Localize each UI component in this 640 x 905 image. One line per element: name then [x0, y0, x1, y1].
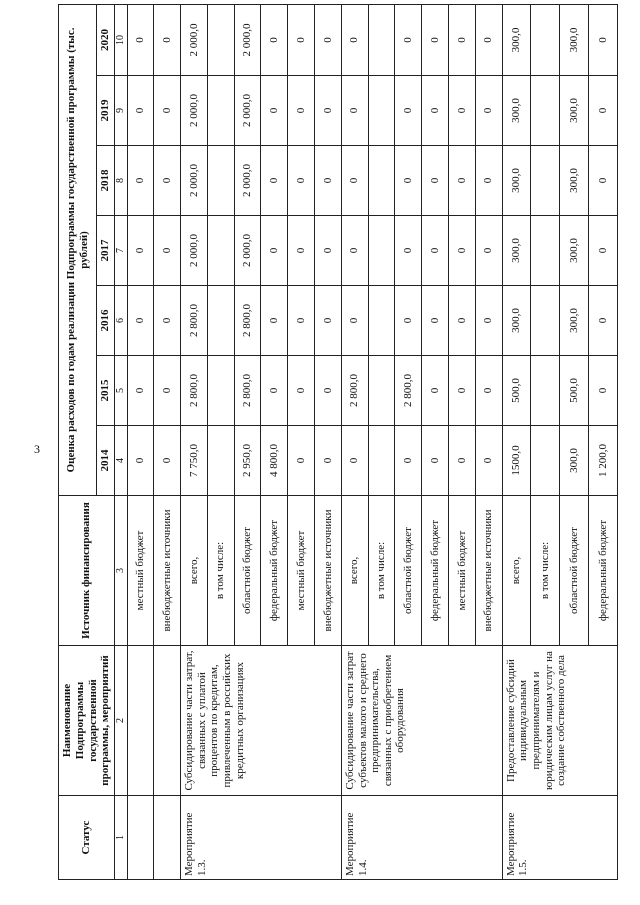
value-cell: 0: [127, 286, 154, 356]
value-cell: 0: [449, 76, 476, 146]
header-estimate: Оценка расходов по годам реализации Подпрограммы государственной программы (тыс. рублей): [59, 4, 97, 495]
source-cell: в том числе:: [207, 496, 234, 646]
value-cell: 0: [475, 426, 502, 496]
value-cell: 0: [288, 426, 315, 496]
value-cell: 0: [341, 286, 368, 356]
table-row: [341, 4, 368, 879]
value-cell: 0: [127, 146, 154, 216]
header-source: Источник финансирования: [59, 496, 115, 646]
value-cell: 2 800,0: [234, 286, 261, 356]
source-cell: всего,: [502, 496, 531, 646]
value-cell: 0: [288, 4, 315, 75]
source-cell: областной бюджет: [234, 496, 261, 646]
value-cell: 0: [341, 4, 368, 75]
value-cell: 0: [449, 216, 476, 286]
value-cell: 0: [395, 426, 422, 496]
table-row: [181, 4, 208, 879]
value-cell: 0: [261, 216, 288, 286]
year-header: 2020: [97, 4, 115, 75]
table-row: [127, 4, 154, 879]
source-cell: федеральный бюджет: [261, 496, 288, 646]
value-cell: 0: [589, 76, 618, 146]
value-cell: 300,0: [502, 216, 531, 286]
value-cell: 0: [449, 286, 476, 356]
value-cell: [531, 426, 560, 496]
value-cell: 0: [449, 146, 476, 216]
value-cell: [368, 356, 395, 426]
value-cell: 0: [315, 4, 342, 75]
value-cell: [207, 4, 234, 75]
value-cell: [368, 216, 395, 286]
value-cell: [207, 216, 234, 286]
value-cell: 0: [154, 4, 181, 75]
value-cell: 2 000,0: [181, 4, 208, 75]
budget-table: [58, 4, 618, 880]
value-cell: 0: [341, 216, 368, 286]
value-cell: 2 800,0: [234, 356, 261, 426]
value-cell: [207, 356, 234, 426]
status-cell: Мероприятие 1.3.: [181, 796, 342, 880]
value-cell: 0: [154, 216, 181, 286]
value-cell: 0: [341, 146, 368, 216]
value-cell: 0: [475, 146, 502, 216]
value-cell: 500,0: [560, 356, 589, 426]
value-cell: 2 800,0: [181, 356, 208, 426]
value-cell: [368, 4, 395, 75]
name-cell: Субсидирование части затрат, связанных с уплатой процентов по кредитам, привлеченным в российских кредитных организациях: [181, 646, 342, 796]
value-cell: 300,0: [502, 146, 531, 216]
value-cell: 0: [288, 356, 315, 426]
value-cell: 0: [475, 286, 502, 356]
value-cell: 0: [422, 4, 449, 75]
name-cell: Предоставление субсидий индивидуальным предпринимателям и юридическим лицам услуг на создание собственного дела: [502, 646, 617, 796]
year-header: 2015: [97, 356, 115, 426]
year-header: 2018: [97, 146, 115, 216]
source-cell: местный бюджет: [127, 496, 154, 646]
value-cell: [531, 286, 560, 356]
value-cell: 0: [395, 4, 422, 75]
value-cell: 0: [395, 76, 422, 146]
value-cell: 7 750,0: [181, 426, 208, 496]
value-cell: 0: [127, 76, 154, 146]
name-cell: Субсидирование части затрат субъектов малого и среднего предпринимательства, связанных с приобретением оборудования: [341, 646, 502, 796]
source-cell: местный бюджет: [449, 496, 476, 646]
value-cell: 0: [127, 4, 154, 75]
value-cell: 0: [422, 426, 449, 496]
value-cell: 0: [261, 286, 288, 356]
value-cell: [368, 146, 395, 216]
value-cell: 0: [475, 76, 502, 146]
value-cell: [531, 216, 560, 286]
status-cell: Мероприятие 1.4.: [341, 796, 502, 880]
value-cell: [207, 76, 234, 146]
value-cell: 0: [315, 286, 342, 356]
value-cell: 0: [589, 4, 618, 75]
value-cell: 500,0: [502, 356, 531, 426]
value-cell: 0: [395, 146, 422, 216]
value-cell: 2 000,0: [181, 76, 208, 146]
name-cell: [127, 646, 154, 796]
value-cell: 2 000,0: [181, 146, 208, 216]
column-number: 8: [115, 146, 128, 216]
value-cell: 4 800,0: [261, 426, 288, 496]
value-cell: 2 000,0: [234, 216, 261, 286]
value-cell: 2 800,0: [181, 286, 208, 356]
value-cell: 0: [288, 216, 315, 286]
source-cell: областной бюджет: [395, 496, 422, 646]
rotated-table-container: [58, 5, 618, 880]
value-cell: 0: [288, 146, 315, 216]
value-cell: 300,0: [502, 286, 531, 356]
column-number: 10: [115, 4, 128, 75]
value-cell: [368, 426, 395, 496]
year-header: 2019: [97, 76, 115, 146]
source-cell: областной бюджет: [560, 496, 589, 646]
source-cell: всего,: [181, 496, 208, 646]
value-cell: 300,0: [502, 76, 531, 146]
value-cell: 0: [422, 216, 449, 286]
value-cell: 0: [315, 146, 342, 216]
source-cell: в том числе:: [531, 496, 560, 646]
value-cell: [207, 426, 234, 496]
value-cell: 0: [395, 286, 422, 356]
value-cell: 0: [154, 146, 181, 216]
value-cell: [368, 286, 395, 356]
value-cell: 0: [589, 356, 618, 426]
year-header: 2014: [97, 426, 115, 496]
value-cell: 0: [589, 216, 618, 286]
value-cell: 0: [449, 4, 476, 75]
column-number: 2: [115, 646, 128, 796]
page-number: 3: [34, 442, 40, 456]
value-cell: [531, 146, 560, 216]
source-cell: внебюджетные источники: [315, 496, 342, 646]
value-cell: 0: [127, 216, 154, 286]
header-name: Наименование Подпрограммы государственной программы, мероприятий: [59, 646, 115, 796]
value-cell: 0: [261, 76, 288, 146]
name-cell: [154, 646, 181, 796]
value-cell: [531, 76, 560, 146]
value-cell: 2 000,0: [234, 76, 261, 146]
value-cell: 2 000,0: [234, 146, 261, 216]
source-cell: местный бюджет: [288, 496, 315, 646]
value-cell: 0: [154, 356, 181, 426]
status-cell: [127, 796, 154, 880]
value-cell: [531, 356, 560, 426]
value-cell: 0: [341, 76, 368, 146]
value-cell: 0: [422, 76, 449, 146]
value-cell: [531, 4, 560, 75]
year-header: 2017: [97, 216, 115, 286]
value-cell: 0: [127, 426, 154, 496]
value-cell: 0: [154, 286, 181, 356]
value-cell: [207, 146, 234, 216]
value-cell: 300,0: [560, 286, 589, 356]
source-cell: внебюджетные источники: [154, 496, 181, 646]
column-number: 6: [115, 286, 128, 356]
value-cell: 0: [475, 216, 502, 286]
value-cell: 0: [127, 356, 154, 426]
table-row: [502, 4, 531, 879]
value-cell: 0: [261, 146, 288, 216]
value-cell: 300,0: [502, 4, 531, 75]
value-cell: 0: [422, 356, 449, 426]
value-cell: 300,0: [560, 426, 589, 496]
value-cell: 300,0: [560, 216, 589, 286]
value-cell: 1500,0: [502, 426, 531, 496]
value-cell: 0: [315, 76, 342, 146]
column-number: 1: [115, 796, 128, 880]
table-row: [154, 4, 181, 879]
value-cell: 0: [261, 356, 288, 426]
value-cell: 0: [154, 426, 181, 496]
value-cell: 2 000,0: [181, 216, 208, 286]
value-cell: 2 800,0: [395, 356, 422, 426]
value-cell: 300,0: [560, 146, 589, 216]
value-cell: 0: [261, 4, 288, 75]
value-cell: 2 950,0: [234, 426, 261, 496]
value-cell: 300,0: [560, 76, 589, 146]
value-cell: 2 800,0: [341, 356, 368, 426]
value-cell: [368, 76, 395, 146]
value-cell: 0: [341, 426, 368, 496]
column-number: 4: [115, 426, 128, 496]
value-cell: 0: [475, 4, 502, 75]
value-cell: 0: [395, 216, 422, 286]
value-cell: 0: [449, 426, 476, 496]
value-cell: 0: [475, 356, 502, 426]
value-cell: 0: [315, 426, 342, 496]
value-cell: 0: [589, 146, 618, 216]
value-cell: 0: [422, 286, 449, 356]
source-cell: в том числе:: [368, 496, 395, 646]
source-cell: федеральный бюджет: [589, 496, 618, 646]
source-cell: внебюджетные источники: [475, 496, 502, 646]
column-number: 9: [115, 76, 128, 146]
value-cell: 2 000,0: [234, 4, 261, 75]
column-number: 3: [115, 496, 128, 646]
header-status: Статус: [59, 796, 115, 880]
value-cell: 0: [288, 76, 315, 146]
value-cell: [207, 286, 234, 356]
status-cell: Мероприятие 1.5.: [502, 796, 617, 880]
year-header: 2016: [97, 286, 115, 356]
value-cell: 0: [315, 356, 342, 426]
value-cell: 0: [288, 286, 315, 356]
value-cell: 300,0: [560, 4, 589, 75]
column-number: 5: [115, 356, 128, 426]
value-cell: 0: [449, 356, 476, 426]
source-cell: федеральный бюджет: [422, 496, 449, 646]
source-cell: всего,: [341, 496, 368, 646]
value-cell: 0: [154, 76, 181, 146]
value-cell: 0: [422, 146, 449, 216]
value-cell: 1 200,0: [589, 426, 618, 496]
column-number: 7: [115, 216, 128, 286]
status-cell: [154, 796, 181, 880]
value-cell: 0: [589, 286, 618, 356]
value-cell: 0: [315, 216, 342, 286]
